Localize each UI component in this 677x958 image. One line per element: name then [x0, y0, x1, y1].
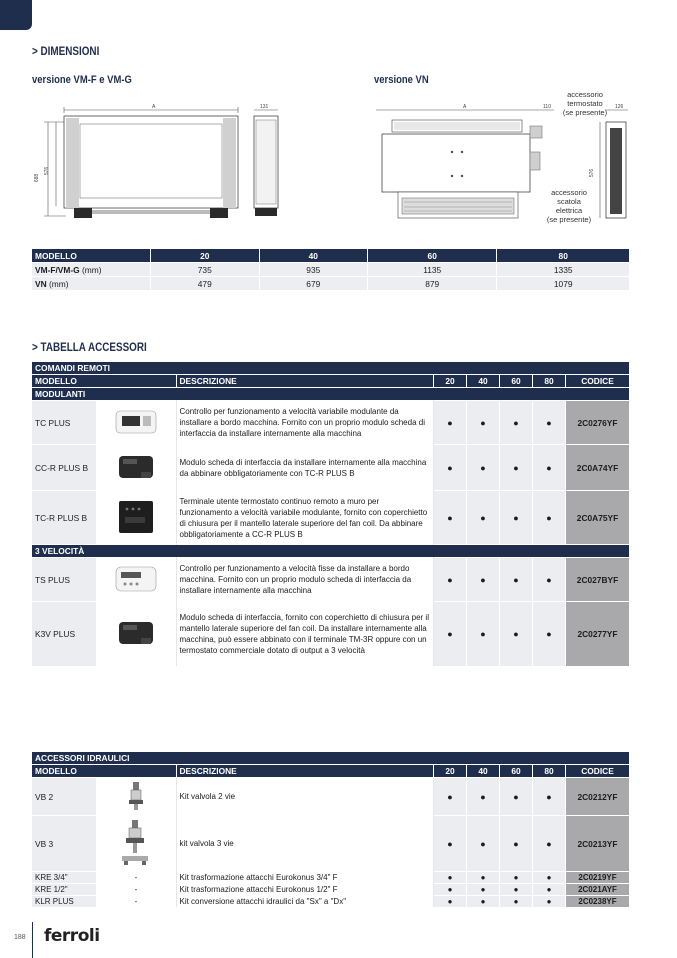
dim-header-20: 20	[151, 249, 260, 263]
section-title-dimensions: > DIMENSIONI	[32, 46, 100, 58]
row-mark-40: ●	[467, 816, 500, 872]
row-model: TC-R PLUS B	[32, 491, 96, 545]
row-image-placeholder: -	[96, 872, 176, 884]
hydraulic-table-caption: ACCESSORI IDRAULICI	[32, 752, 630, 765]
row-description: Modulo scheda di interfaccia da installare internamente alla macchina da abbinare obbligatoriamente con TC-R PLUS B	[176, 445, 434, 491]
valve-3-way-image	[96, 816, 176, 872]
dim-row-vmfg	[32, 263, 630, 277]
row-mark-80: ●	[533, 401, 566, 445]
row-mark-40: ●	[467, 884, 500, 896]
table-row	[32, 884, 630, 896]
row-code: 2C0238YF	[566, 896, 630, 908]
dim-row-label: VN (mm)	[32, 277, 151, 291]
row-mark-20: ●	[434, 778, 467, 816]
row-code: 2C0219YF	[566, 872, 630, 884]
dim-header-60: 60	[368, 249, 497, 263]
dim-value: 1335	[497, 263, 630, 277]
row-mark-20: ●	[434, 884, 467, 896]
dim-value: 735	[151, 263, 260, 277]
remote-header-80: 80	[533, 375, 566, 388]
tc-r-plus-b-image	[96, 491, 176, 545]
group-modulanti: MODULANTI	[32, 388, 630, 401]
row-model: VB 2	[32, 778, 96, 816]
drawing-vm-fg	[30, 98, 290, 233]
dim-126-right: 126	[615, 104, 624, 110]
row-mark-80: ●	[533, 872, 566, 884]
row-description: Controllo per funzionamento a velocità fisse da installare a bordo macchina. Fornito con un proprio modulo scheda di interfaccia da installare internamente alla macchina	[176, 558, 434, 602]
hydraulic-header-row	[32, 765, 630, 778]
row-description: Kit valvola 2 vie	[176, 778, 434, 816]
row-image-placeholder: -	[96, 896, 176, 908]
brand-logo: ferroli	[44, 926, 100, 946]
corner-tab	[0, 0, 32, 30]
row-description: Controllo per funzionamento a velocità variabile modulante da installare a bordo macchina. Fornito con un proprio modulo scheda di interfaccia da installare internamente alla macchina	[176, 401, 434, 445]
remote-header-desc: DESCRIZIONE	[176, 375, 434, 388]
dimensions-table	[32, 249, 630, 290]
dim-header-80: 80	[497, 249, 630, 263]
hydraulic-accessories-table	[32, 751, 630, 907]
row-code: 2C0213YF	[566, 816, 630, 872]
row-description: kit valvola 3 vie	[176, 816, 434, 872]
row-description: Kit trasformazione attacchi Eurokonus 3/4" F	[176, 872, 434, 884]
row-mark-80: ●	[533, 558, 566, 602]
hydraulic-header-code: CODICE	[566, 765, 630, 778]
dim-value: 935	[259, 263, 368, 277]
row-model: K3V PLUS	[32, 602, 96, 666]
dim-header-model: MODELLO	[32, 249, 151, 263]
table-row	[32, 558, 630, 602]
row-mark-40: ●	[467, 778, 500, 816]
row-description: Kit trasformazione attacchi Eurokonus 1/2" F	[176, 884, 434, 896]
row-mark-80: ●	[533, 884, 566, 896]
row-mark-60: ●	[500, 778, 533, 816]
table-row	[32, 778, 630, 816]
hydraulic-header-desc: DESCRIZIONE	[176, 765, 434, 778]
remote-header-code: CODICE	[566, 375, 630, 388]
dim-value: 679	[259, 277, 368, 291]
row-mark-20: ●	[434, 896, 467, 908]
table-row	[32, 491, 630, 545]
dim-h-right: 576	[589, 168, 596, 178]
row-mark-40: ●	[467, 602, 500, 666]
dim-110-right: 110	[543, 104, 551, 110]
group-3-velocita: 3 VELOCITÀ	[32, 545, 630, 558]
drawing-vn	[370, 98, 638, 233]
row-code: 2C0212YF	[566, 778, 630, 816]
dim-value: 479	[151, 277, 260, 291]
row-description: Kit conversione attacchi idraulici da "Sx" a "Dx"	[176, 896, 434, 908]
row-mark-20: ●	[434, 445, 467, 491]
table-row	[32, 602, 630, 666]
table-row	[32, 872, 630, 884]
variant-right-title: versione VN	[374, 74, 429, 86]
row-mark-80: ●	[533, 778, 566, 816]
remote-header-model: MODELLO	[32, 375, 176, 388]
row-model: KRE 3/4"	[32, 872, 96, 884]
section-title-accessories: > TABELLA ACCESSORI	[32, 342, 147, 354]
row-mark-40: ●	[467, 401, 500, 445]
dim-value: 879	[368, 277, 497, 291]
remote-header-20: 20	[434, 375, 467, 388]
remote-table-caption: COMANDI REMOTI	[32, 362, 630, 375]
row-mark-60: ●	[500, 896, 533, 908]
row-description: Modulo scheda di interfaccia, fornito con coperchietto di chiusura per il mantello laterale superiore del fan coil. Da installare internamente alla macchina, può essere abbinato con il terminale TM-3R oppure con un termostato commerciale dotato di output a 3 velocità	[176, 602, 434, 666]
dim-row-label: VM-F/VM-G (mm)	[32, 263, 151, 277]
row-mark-60: ●	[500, 401, 533, 445]
row-mark-80: ●	[533, 896, 566, 908]
row-mark-20: ●	[434, 401, 467, 445]
dimensions-header-row	[32, 249, 630, 263]
remote-header-60: 60	[500, 375, 533, 388]
row-mark-60: ●	[500, 602, 533, 666]
row-mark-80: ●	[533, 445, 566, 491]
hydraulic-header-60: 60	[500, 765, 533, 778]
row-mark-40: ●	[467, 558, 500, 602]
row-mark-60: ●	[500, 558, 533, 602]
row-model: KRE 1/2"	[32, 884, 96, 896]
footer-divider	[32, 922, 33, 958]
k3v-plus-image	[96, 602, 176, 666]
table-row	[32, 445, 630, 491]
valve-2-way-image	[96, 778, 176, 816]
hydraulic-header-80: 80	[533, 765, 566, 778]
dim-a-left: A	[152, 104, 156, 110]
row-mark-60: ●	[500, 816, 533, 872]
variant-left-title: versione VM-F e VM-G	[32, 74, 132, 86]
dim-a-right: A	[463, 104, 467, 110]
row-mark-40: ●	[467, 445, 500, 491]
dim-depth-left: 131	[260, 104, 269, 110]
row-model: KLR PLUS	[32, 896, 96, 908]
hydraulic-header-40: 40	[467, 765, 500, 778]
row-code: 2C0A74YF	[566, 445, 630, 491]
row-mark-80: ●	[533, 491, 566, 545]
row-image-placeholder: -	[96, 884, 176, 896]
row-mark-40: ●	[467, 491, 500, 545]
dim-value: 1135	[368, 263, 497, 277]
row-model: TS PLUS	[32, 558, 96, 602]
row-mark-80: ●	[533, 816, 566, 872]
remote-header-row	[32, 375, 630, 388]
dim-value: 1079	[497, 277, 630, 291]
row-mark-60: ●	[500, 872, 533, 884]
note-electric-box: accessorio scatola elettrica (se presente)	[546, 188, 592, 224]
row-mark-20: ●	[434, 816, 467, 872]
note-thermostat: accessorio termostato (se presente)	[562, 90, 608, 117]
row-code: 2C0276YF	[566, 401, 630, 445]
row-code: 2C0277YF	[566, 602, 630, 666]
row-code: 2C021AYF	[566, 884, 630, 896]
table-row	[32, 401, 630, 445]
row-code: 2C0A75YF	[566, 491, 630, 545]
dim-h1-left: 688	[34, 173, 41, 183]
hydraulic-header-20: 20	[434, 765, 467, 778]
dim-header-40: 40	[259, 249, 368, 263]
row-mark-60: ●	[500, 491, 533, 545]
row-mark-20: ●	[434, 558, 467, 602]
table-row	[32, 816, 630, 872]
row-model: CC-R PLUS B	[32, 445, 96, 491]
row-mark-20: ●	[434, 491, 467, 545]
cc-r-plus-b-image	[96, 445, 176, 491]
row-mark-60: ●	[500, 884, 533, 896]
page-number: 188	[14, 934, 26, 941]
hydraulic-header-model: MODELLO	[32, 765, 176, 778]
row-description: Terminale utente termostato continuo remoto a muro per funzionamento a velocità variabile modulante, fornito con coperchietto di chiusura per il mantello laterale superiore del fan coil. Da abbinare obbligatoriamente a CC-R PLUS B	[176, 491, 434, 545]
row-mark-20: ●	[434, 602, 467, 666]
row-mark-40: ●	[467, 896, 500, 908]
row-mark-20: ●	[434, 872, 467, 884]
dim-row-vn	[32, 277, 630, 291]
row-mark-40: ●	[467, 872, 500, 884]
remote-header-40: 40	[467, 375, 500, 388]
row-model: TC PLUS	[32, 401, 96, 445]
tc-plus-image	[96, 401, 176, 445]
dim-h2-left: 576	[44, 166, 51, 176]
ts-plus-image	[96, 558, 176, 602]
remote-controls-table	[32, 361, 630, 666]
row-mark-60: ●	[500, 445, 533, 491]
row-model: VB 3	[32, 816, 96, 872]
table-row	[32, 896, 630, 908]
row-mark-80: ●	[533, 602, 566, 666]
row-code: 2C027BYF	[566, 558, 630, 602]
